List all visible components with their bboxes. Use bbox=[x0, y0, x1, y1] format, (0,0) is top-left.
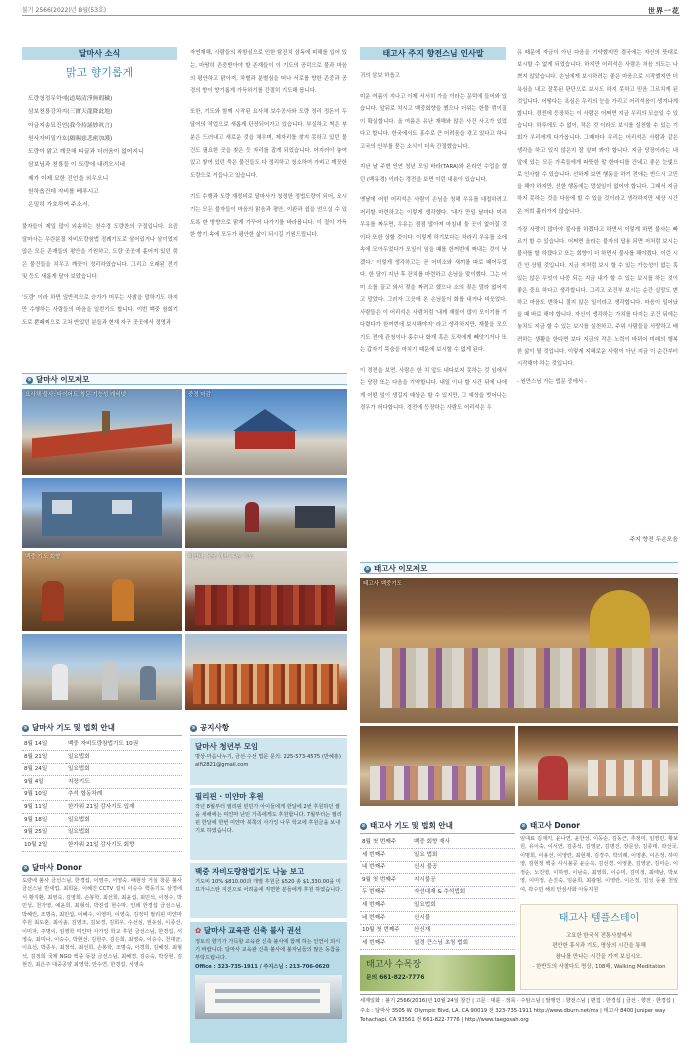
schedule-event: 한가위 21일 감사기도 회향 bbox=[66, 839, 182, 852]
schedule-row bbox=[360, 924, 515, 937]
dalmasa-donor-title: 달마사 Donor bbox=[32, 863, 82, 872]
schedule-date: 8월 24일 bbox=[22, 763, 66, 776]
paragraph: 귀의 삼보 하옵고 bbox=[360, 73, 400, 79]
schedule-row bbox=[360, 912, 515, 925]
dalmasa-photos-title: 달마사 이모저모 bbox=[36, 375, 90, 384]
greeting-signature: 주지 향전 두손모음 bbox=[629, 537, 678, 543]
schedule-row bbox=[22, 788, 182, 801]
schedule-event: 지장기도 bbox=[66, 776, 182, 789]
paragraph: - 한반도의 사찰다도 명상, 108배, Walking Meditation bbox=[532, 964, 666, 970]
notice-title: 공지사항 bbox=[200, 723, 229, 732]
paragraph: 도량청정무하예(道場清淨無瑕穢) bbox=[28, 96, 113, 102]
photo-taegosa-baekjung bbox=[360, 578, 678, 723]
schedule-event: 자선대재 & 추석법회 bbox=[412, 886, 515, 899]
dalmasa-schedule-header: ⊙ 달마사 기도 및 법회 안내 bbox=[22, 722, 182, 736]
schedule-date: 9월 4일 bbox=[22, 776, 66, 789]
taegosa-schedule-table bbox=[360, 836, 515, 950]
schedule-row bbox=[360, 886, 515, 899]
photo-monks-prayer bbox=[185, 551, 347, 631]
bulsa-body: 정토의 향기가 가득할 교육관 신축 불사에 함께 하는 인연이 되시기 바랍니다. 달마사 교육관 신축 불사에 불자님들의 많은 동참을 부탁드립니다. bbox=[195, 938, 341, 961]
paragraph: '도량' 이라 하면 일반적으로 승가가 머무는 사찰을 말하기도 하지만 수행하는 사람들의 마음을 일컫기도 합니다. 이번 백중 참회기도로 뿐떼찌으로 고쳐 반았던 분들과 현재 자구 곳곳에서 정명과 bbox=[22, 294, 178, 326]
notice-report-body: 기도비 10% $810.00과 개별 후원금 $520 총 $1,330.00을 미프가니스탄 지진으로 어려움에 직면한 분들에게 후원 하였습니다. bbox=[195, 878, 342, 893]
poem-title: 맑고 향기롭게 bbox=[65, 66, 134, 79]
issue-info: 불기 2566(2022)년 8월(53호) bbox=[22, 7, 107, 14]
photo-taegosa-service bbox=[360, 726, 515, 806]
paragraph: 이 경전을 보면, 사람은 한 치 앞도 내다보지 못하는 것 임에서는 당장 또는 다음을 기약합니다. 내일 이나 할 시간 뒤에 나에게 어떤 일이 생길지 예상은 할 수 있지만, 그 예상을 벗어나는 경우가 허다합니다. 경전에 등장하는 사람도 어리석은 우 bbox=[360, 367, 507, 411]
schedule-event: 일요법회 bbox=[66, 826, 182, 839]
dalmasa-news-body-1 bbox=[22, 221, 178, 329]
page-header bbox=[22, 6, 680, 16]
schedule-date: 세 번째주 bbox=[360, 899, 412, 912]
photo-outdoor-gathering bbox=[22, 634, 182, 710]
photo-caption: 요사채 불사: 타이어트 창문 기능성 캐비넷 bbox=[25, 392, 126, 398]
schedule-date: 8월 첫 번째주 bbox=[360, 836, 412, 849]
schedule-date: 네 번째주 bbox=[360, 912, 412, 925]
notice-youth bbox=[190, 738, 347, 785]
schedule-date: 9월 첫 번째주 bbox=[360, 874, 412, 887]
dalmasa-donor-header: ⊙ 달마사 Donor bbox=[22, 862, 182, 876]
paragraph: 미운 여름이 지나고 이제 서서히 가을 이라는 문턱에 들어와 있습니다. 앞뒤로 치시고 백중회향을 했으나 더위는 한풀 꺾이질이 확실합니다. 올 여름은 유난 재해와 많은 사건 사고가 있었다고 합니다. 한국에서도 홍수로 큰 어려움을 겪고 있다고 하니 고국의 안부를 묻는 소식이 더욱 간절했습니다. bbox=[360, 93, 507, 150]
taegosa-schedule-header: ⊙ 태고사 기도 및 법회 안내 bbox=[360, 820, 515, 834]
schedule-row bbox=[22, 839, 182, 852]
photo-caption: 미얀마 식당 개선 후원 기도 bbox=[188, 554, 254, 560]
taegosa-photos-header: ⊙ 태고사 이모저모 bbox=[360, 562, 678, 574]
greeting-body-1 bbox=[360, 70, 507, 415]
schedule-event: 지시불공 bbox=[412, 874, 515, 887]
schedule-row bbox=[360, 874, 515, 887]
schedule-event: 일요법회 bbox=[412, 899, 515, 912]
schedule-event: 설정 큰스님 초청 법회 bbox=[412, 937, 515, 950]
schedule-row bbox=[22, 826, 182, 839]
notice-youth-title: 달마사 청년부 모임 bbox=[195, 742, 259, 751]
paragraph: 불자들이 제일 많이 외송하는 천수경 도량찬의 구절입니다. 요즘 달마사는 우란분절 자비도량참법 정례기도로 삼어있거나 삼이었지 않은 모든 존재들의 평안을 기원하고, 도량 곳곳에 흩어져 있던 묶은 물건들을 치우고 깨끗이 정리하였습니다. 그리고 오래된 전기 및 등도 새롭게 달아 보았습니다. bbox=[22, 224, 178, 280]
photo-building-exterior bbox=[22, 478, 182, 548]
schedule-date: 9월 18일 bbox=[22, 814, 66, 827]
photo-caption: 백중 기도 회향 bbox=[25, 554, 61, 560]
suryangjang-title: 태고사 수목장 bbox=[366, 960, 422, 970]
bulsa-box: ✿ 달마사 교육관 신축 불사 권선 정토의 향기가 가득할 교육관 신축 불사에 함께 하는 인연이 되시기 바랍니다. 달마사 교육관 신축 불사에 불자님들의 많은 동참을 부탁드립니다. Office : 323-735-1911 / 주지스님 : 213-706-0620 bbox=[190, 922, 347, 1043]
photo-taegosa-monk bbox=[518, 726, 678, 806]
dalmasa-donor-text: 도량에 불사 금선스님, 한경섭, 이영주, 서영숙, 배현상 거실 창문 불사 금선스님 반세업, 최희윤, 이혜진 CCTV 설치 이승수 핵동기도 삼경에서 황지환, 최영숙, 김영희, 손봉학, 최선희, 최윤섭, 최민석, 이정수, 박민성, 천가영, 예윤희, 최형석, 박진섭 현수막, 인쇄 한경섭 금선스님, 박혜린, 조명숙, 최민섭, 이혜수, 이영미, 이영숙, 김정미 필리핀 미얀마 후원 최도훈, 최이솔, 김영조, 김보경, 김희우, 수선심, 권유심, 이종선, 이미자, 주명이, 임행학 미얀마 사가잉 학교 후원 금선스님, 한경섭, 서영숙, 최미나, 이승수, 박현선, 김현주, 김은희, 최영숙, 이승수, 천대균, 이효선, 박종우, 최정석, 최선희, 손봉학, 조명숙, 이경희, 김혜정, 최형석, 김정희 국제 NGO 백중 동참 금선스님, 최혜경, 김승숙, 박상현, 김현진, 최은주 대중공양 최영학, 안수연, 한경섭, 서영숙 bbox=[22, 878, 182, 969]
paragraph: 또한, 기도와 함께 시작된 요사채 보수공사와 도량 정리 정돈이 두 달여의 작업으로 새롭게 단장되어가고 있습니다. 부실하고 썩은 부분은 드러내고 새로운 것을 채우며, 제자리를 찾지 못하고 있던 물건도 필요한 곳을 찾은 듯 자리를 잡게 되었습니다. 어지러이 놓여 있고 쌓여 있던 묵은 물건들도 다 정리하고 청소하여 가벼고 깨끗한 도량으로 거듭나고 있습니다. bbox=[190, 109, 347, 180]
schedule-row bbox=[360, 861, 515, 874]
schedule-date: 9월 25일 bbox=[22, 826, 66, 839]
schedule-date: 세 번째주 bbox=[360, 937, 412, 950]
schedule-row bbox=[360, 899, 515, 912]
photo-caption: 태고사 백중기도 bbox=[363, 581, 402, 587]
paragraph: 삼보천룡강차지(三寶天龍降此地) bbox=[28, 109, 113, 116]
bulsa-building-image bbox=[195, 975, 342, 1019]
schedule-event: 일요법회 bbox=[66, 751, 182, 764]
notice-report bbox=[190, 863, 347, 918]
paragraph: 도량이 맑고 깨끗해 티끌과 더러움이 없어지니 bbox=[28, 149, 144, 156]
taegosa-donor-text: 임대료 김재키, 윤나연, 윤한성, 이동순, 김동근, 추정미, 임영민, 황보원, 유이숙, 이서연, 김종석, 김영균, 김명진, 장문상, 김종태, 곽선국, 이명희, 이용선, 이영란, 최현재, 김경주, 박의례, 이영춘, 이은정, 하미영, 김현정 백중 사시불공 윤순옥, 김선경, 이영춘, 김영균, 김미순, 이정순, 노진영, 이하영, 이남숙, 최영희, 이승미, 김미정, 최태남, 박보영, 이미정, 손진숙, 임윤희, 최광범, 이영란, 이은정, 김성 등불 천일여, 곽수민 해외 안심사화 아동지원 bbox=[520, 836, 678, 893]
paragraph: 자연재해, 사람들의 착함심으로 인한 탐진치 삼독에 피해를 입어 있는, 마땅히 존중받아야 할 존재들이 이 기도의 공덕으로 물과 마음의 평안하고 맑아져, 차별과 분별심을 떠나 서로를 향한 존중과 공경의 향이 향기롭게 가득하기를 간절히 기도해 봅니다. bbox=[190, 50, 347, 95]
newspaper-logo: 世界一花 bbox=[648, 6, 680, 15]
notice-header: ⊙ 공지사항 bbox=[190, 722, 347, 736]
notice-support-body: 작년 8월부터 필리핀 빈민가 아이들에게 한달에 2번 후원하던 쌀을 새해에는 미얀마 난민 가족에게도 후원합니다. 7월부터는 필리핀 한달에 한번 미얀마 북쪽의 사가잉 나무 학교에 후원금을 보내기로 하였습니다. bbox=[195, 803, 342, 834]
schedule-row bbox=[22, 738, 182, 751]
schedule-event: 산신재 bbox=[412, 924, 515, 937]
schedule-row bbox=[22, 801, 182, 814]
paragraph: 가장 사랑이 많아야 불사를 하겠다고 하면서 이렇게 하면 불사는 빠르기 할 수 있습니다. 어쩌면 올라는 불자의 답용 되면 저처럼 보시는 불사를 할 하겠다고 또는 회향이 더 하면서 불사를 해야겠다. 이런 시간 안 상될 것입니다. 지금 저처럼 보시 할 수 있는 가능성이 없는 혹 있는 않은 무엇이 나중 되는 지금 내가 할 수 있는 보시를 하는 것이 좋은 중요 하다고 생각합니다. 그리고 조건부 보시는 순간 실망도 변하고 마음도 변하니 절지 않은 일이라고 생각합니다. 마음이 일어났을 때 바로 해야 합니다. 자신이 생각하는 가치를 다지는 조건 뒤에는 놓치도 지금 할 수 있는 보시를 실천하고, 주위 사람들을 사랑하고 배려하는 생활을 한다면 보다 지금의 작은 노력이 바뀌어 미래의 행복한 삶이 될 것입니다. 이렇게 지혜로운 사람이 아닌 지금 이 순간부터 시작해야 하는 것입니다. bbox=[517, 226, 678, 368]
notice-report-title: 백중 자비도량참법기도 나눔 보고 bbox=[195, 867, 305, 876]
schedule-row bbox=[22, 751, 182, 764]
paragraph: 유 때문에 자금이 아닌 다음을 기약했지만 결국에는 자신의 뜻대로 보시할 수 없게 되었습니다. 하지만 어리석은 사람은 처음 의도는 나쁘지 않았습니다. 손님에게 보시하려는 좋은 마음으로 시작했지만 더 욕심을 내고 잘못된 판단으로 보시도 하지 못하고 믿음 그르치게 된 것입니다. 어떻다는 욕심은 우리의 눈을 가리고 어리석음이 생겨나게 합니다. 경전에 등장하는 이 사람은 어쩌면 지금 우리의 모습일 수 있습니다. 하루에도 수 없이, 작은 것 이라도 보시를 실천할 수 있는 기회가 우리에게 다가옵니다. 그때마다 우리는 어리석은 사람과 같은 생각을 하고 있지 않은지 잘 살펴 봐야 합니다. 지금 당장이라는 내 앞에 있는 모든 가족들에게 따뜻한 말 한마디를 건네고 좋은 눈빛으로 인사할 수 있습니다. 선하게 보면 행동을 하기 전에는 반드시 고민을 해야 하지만, 선한 행동에는 망설임이 없어야 합니다. 그래서 지금 하지 못하는 것을 다음에 할 수 있을 것이라고 생각하지만 세상 시간은 저희 흘러가지 않습니다. bbox=[517, 50, 678, 215]
temple-stay-title: 태고사 템플스테이 bbox=[558, 913, 640, 924]
suryangjang-phone: 문의 661-822-7776 bbox=[366, 974, 425, 981]
schedule-event: 신시불 bbox=[412, 912, 515, 925]
taegosa-donor-header: ⊙ 태고사 Donor bbox=[520, 820, 678, 834]
schedule-row bbox=[22, 776, 182, 789]
schedule-event: 일요 법회 bbox=[412, 849, 515, 862]
paragraph: 옛날에 어떤 어리석은 사람이 손님을 청해 우유를 대접하려고 저리할 마련하고는 이렇게 생각했다. '내가 만일 날마다 미리 우유를 짜두면, 우유는 점점 많아져 마침내 둘 곳이 없어질 것이다 또한 상할 것이다. 이렇게 하기보다는 차라리 우유를 소에 속에 모아두었다가 모일이 임을 때를 한꺼번에 짜내는 것이 낫겠다.' 이렇게 생각하고는 곧 어미소와 새끼를 따로 떼어두었다. 한 달이 지난 후 잔치를 마련하고 손님을 맞이했다. 그는 어미 소를 끌고 와서 젖을 짜려고 했으나 소의 젖은 말라 없어지고 말았다. 그러자 그곳에 온 손님들이 화를 내거나 비웃었다. 사람들은 이 어리석은 사람처럼 '내게 재물이 많이 모이기를 기다렸다가 한꺼번에 보시해야지' 라고 생각하지만, 재물을 모으기도 전에 관청이나 홍수나 화재 혹은 도적에게 빼앗기거나 또는 갑자기 목숨을 마치기 때문에 보시할 수 없게 된다. bbox=[360, 197, 507, 353]
notice-support bbox=[190, 788, 347, 860]
paragraph: 삼보님과 천룡들 이 도량에 내려오시네 bbox=[28, 162, 125, 169]
temple-stay-box bbox=[520, 904, 678, 990]
schedule-event: 추석 합동차례 bbox=[66, 788, 182, 801]
photo-caption: 중정 마감 bbox=[188, 392, 212, 398]
schedule-date: 9월 10일 bbox=[22, 788, 66, 801]
suryangjang-banner bbox=[360, 955, 515, 991]
dalmasa-news-body-2 bbox=[190, 47, 347, 242]
schedule-date: 두 번째주 bbox=[360, 886, 412, 899]
paragraph: 기도 수행과 도량 재정비로 달마사가 청정한 정법도량이 되어, 오시기는 모든 불자들이 마음의 맑음과 평안, 이완과 쉼을 얻으실 수 있도록 한 방향으로 맑게 가꾸어 나가기를 바라봅니다. 이 절이 가득한 향기 속에 모두가 평안한 삶이 되시길 기원드립니다. bbox=[190, 193, 347, 239]
dalmasa-photos-header: ⊙ 달마사 이모저모 bbox=[22, 373, 347, 385]
paragraph: 제가 이제 묘한 진언을 외우오니 bbox=[28, 175, 109, 182]
schedule-date: 8월 21일 bbox=[22, 751, 66, 764]
dalmasa-news-title: 달마사 소식 bbox=[22, 47, 177, 60]
schedule-event: 한가위 21일 감사기도 입재 bbox=[66, 801, 182, 814]
schedule-row bbox=[360, 849, 515, 862]
notice-youth-body: 명상·마음나누기, 금선·수선 법문 문의: 225-573-4575 (반혜홍) alfi2821@gmail.com bbox=[195, 753, 341, 768]
schedule-row bbox=[22, 814, 182, 827]
taegosa-donor-title: 태고사 Donor bbox=[530, 821, 580, 830]
schedule-date: 10월 첫 번째주 bbox=[360, 924, 412, 937]
paragraph: 참나를 만나는 시간을 가져 보십시오. bbox=[555, 953, 643, 960]
greeting-title: 태고사 주지 향전스님 인사말 bbox=[360, 47, 506, 60]
photo-line-of-people bbox=[185, 634, 347, 710]
dalmasa-schedule-table bbox=[22, 738, 182, 852]
schedule-event: 일요법회 bbox=[66, 814, 182, 827]
photo-workers bbox=[185, 478, 347, 548]
schedule-row bbox=[22, 763, 182, 776]
bulsa-contact: Office : 323-735-1911 / 주지스님 : 213-706-0620 bbox=[195, 963, 330, 970]
schedule-date: 10월 2일 bbox=[22, 839, 66, 852]
paragraph: 원하옵건데 자비를 베푸시고 bbox=[28, 189, 99, 196]
schedule-date: 9월 11일 bbox=[22, 801, 66, 814]
bulsa-title: 달마사 교육관 신축 불사 권선 bbox=[203, 926, 302, 935]
temple-stay-lines bbox=[521, 931, 677, 973]
schedule-event: 일요법회 bbox=[66, 763, 182, 776]
taegosa-photos-title: 태고사 이모저모 bbox=[374, 564, 428, 573]
dalmasa-schedule-title: 달마사 기도 및 법회 안내 bbox=[32, 723, 115, 732]
taegosa-schedule-title: 태고사 기도 및 법회 안내 bbox=[370, 821, 453, 830]
schedule-date: 8월 14일 bbox=[22, 738, 66, 751]
paragraph: 은밀히 가호하여 주소서. bbox=[28, 202, 90, 209]
photo-roof-repair bbox=[22, 389, 182, 475]
paragraph: 고요한 한국식 전통사찰에서 bbox=[566, 932, 632, 939]
schedule-row bbox=[360, 836, 515, 849]
schedule-event: 백중 자비도량참법기도 10권 bbox=[66, 738, 182, 751]
photo-baekjung-ceremony bbox=[22, 551, 182, 631]
paragraph: 지난 날 주변 인연 청년 모임 바라(TARA)와 온라인 수업을 했던 (백유경) 이라는 경전을 보면 이런 내용이 있습니다. bbox=[360, 164, 507, 183]
schedule-date: 네 번째주 bbox=[360, 861, 412, 874]
photo-courtyard bbox=[185, 389, 347, 475]
notice-support-title: 필리핀 · 미얀마 후원 bbox=[195, 792, 264, 801]
schedule-date: 세 번째주 bbox=[360, 849, 412, 862]
paragraph: 아금지송묘진언(我今持誦妙眞言) bbox=[28, 122, 113, 129]
footer: 세계일화 : 불기 2566(2016)년 10월 24일 창간 | 고문 : 대륜 · 정묵 · 수암스님 | 발행인 : 향전스님 | 편집 : 한경섭 | 금선 · 향전 · 한경섭 | 주소 : 달마사 3505 W. Olympic Blvd, LA. CA 90019 전 323-735-1911 http://www.dburn.net/ms | 태고사 8400 Juniper way Tehachapi, CA 93561 전 661-822-7776 | http://www.taegosah.org bbox=[360, 994, 678, 1043]
paragraph: 원사자비밀가호(願賜慈悲密加護) bbox=[28, 135, 113, 142]
paragraph: - 원만스님 가는 법문 중에서 - bbox=[517, 379, 587, 386]
schedule-event: 신시 불공 bbox=[412, 861, 515, 874]
schedule-event: 백중 회향 재사 bbox=[412, 836, 515, 849]
schedule-row bbox=[360, 937, 515, 950]
poem bbox=[28, 93, 178, 213]
paragraph: 편안한 휴식과 기도, 명상의 시간을 통해 bbox=[552, 943, 646, 949]
greeting-body-2 bbox=[517, 47, 678, 388]
